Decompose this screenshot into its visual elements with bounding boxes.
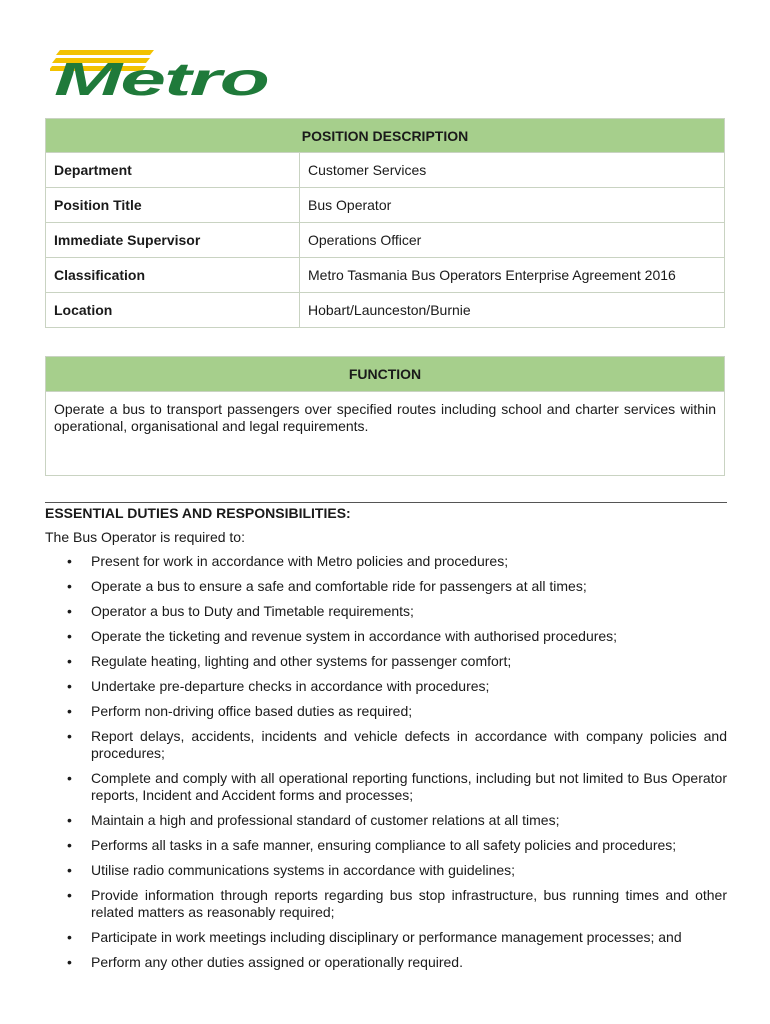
duty-list-item — [45, 628, 727, 645]
row-value: Operations Officer — [300, 223, 725, 258]
row-label: Department — [46, 153, 300, 188]
duty-list-item — [45, 837, 727, 854]
bullet-icon: • — [67, 929, 72, 945]
row-value: Bus Operator — [300, 188, 725, 223]
duty-list-item — [45, 553, 727, 570]
duty-list-item — [45, 954, 727, 971]
duty-text: Maintain a high and professional standard of customer relations at all times; — [91, 812, 560, 828]
duties-intro: The Bus Operator is required to: — [45, 529, 245, 545]
svg-text:Metro: Metro — [54, 53, 268, 100]
table-header-row — [46, 119, 725, 153]
duty-list-item — [45, 728, 727, 762]
table-row-immediate-supervisor — [46, 223, 725, 258]
duty-text: Complete and comply with all operational reporting functions, including but not limited to Bus Operator reports, Incident and Accident forms and processes; — [91, 770, 727, 803]
duty-list-item — [45, 929, 727, 946]
duties-heading: ESSENTIAL DUTIES AND RESPONSIBILITIES: — [45, 505, 351, 521]
duty-text: Operator a bus to Duty and Timetable requirements; — [91, 603, 414, 619]
bullet-icon: • — [67, 837, 72, 853]
duty-text: Present for work in accordance with Metro policies and procedures; — [91, 553, 509, 569]
row-label: Immediate Supervisor — [46, 223, 300, 258]
duty-text: Provide information through reports regarding bus stop infrastructure, bus running times and other related matters as reasonably required; — [91, 887, 727, 920]
duty-list-item — [45, 578, 727, 595]
bullet-icon: • — [67, 653, 72, 669]
row-label: Classification — [46, 258, 300, 293]
duty-text: Perform non-driving office based duties as required; — [91, 703, 413, 719]
duties-list — [45, 553, 727, 979]
duty-list-item — [45, 862, 727, 879]
bullet-icon: • — [67, 603, 72, 619]
bullet-icon: • — [67, 553, 72, 569]
bullet-icon: • — [67, 812, 72, 828]
bullet-icon: • — [67, 678, 72, 694]
duty-list-item — [45, 603, 727, 620]
duty-list-item — [45, 703, 727, 720]
duty-text: Participate in work meetings including disciplinary or performance management processes; and — [91, 929, 682, 945]
position-description-table — [45, 118, 725, 328]
bullet-icon: • — [67, 703, 72, 719]
position-description-header: POSITION DESCRIPTION — [46, 119, 725, 153]
metro-logo — [50, 44, 272, 100]
duty-list-item — [45, 678, 727, 695]
duty-list-item — [45, 770, 727, 804]
row-label: Location — [46, 293, 300, 328]
bullet-icon: • — [67, 728, 72, 744]
duty-text: Report delays, accidents, incidents and vehicle defects in accordance with company policies and procedures; — [91, 728, 727, 761]
bullet-icon: • — [67, 578, 72, 594]
row-label: Position Title — [46, 188, 300, 223]
bullet-icon: • — [67, 887, 72, 903]
duty-text: Regulate heating, lighting and other systems for passenger comfort; — [91, 653, 512, 669]
table-row-classification — [46, 258, 725, 293]
duty-text: Operate a bus to ensure a safe and comfortable ride for passengers at all times; — [91, 578, 587, 594]
row-value: Customer Services — [300, 153, 725, 188]
duty-text: Performs all tasks in a safe manner, ensuring compliance to all safety policies and procedures; — [91, 837, 677, 853]
bullet-icon: • — [67, 770, 72, 786]
duty-list-item — [45, 653, 727, 670]
duty-list-item — [45, 887, 727, 921]
function-box — [45, 356, 725, 476]
row-value: Hobart/Launceston/Burnie — [300, 293, 725, 328]
duty-text: Perform any other duties assigned or operationally required. — [91, 954, 463, 970]
duty-text: Undertake pre-departure checks in accordance with procedures; — [91, 678, 490, 694]
bullet-icon: • — [67, 862, 72, 878]
metro-logo-graphic — [50, 44, 272, 100]
function-header: FUNCTION — [46, 357, 724, 392]
section-divider — [45, 502, 727, 503]
table-row-department — [46, 153, 725, 188]
bullet-icon: • — [67, 954, 72, 970]
table-row-position-title — [46, 188, 725, 223]
duty-text: Utilise radio communications systems in accordance with guidelines; — [91, 862, 516, 878]
duty-text: Operate the ticketing and revenue system in accordance with authorised procedures; — [91, 628, 618, 644]
function-text: Operate a bus to transport passengers over specified routes including school and charter services within operational, organisational and legal requirements. — [54, 401, 716, 434]
row-value: Metro Tasmania Bus Operators Enterprise Agreement 2016 — [300, 258, 725, 293]
bullet-icon: • — [67, 628, 72, 644]
table-row-location — [46, 293, 725, 328]
duty-list-item — [45, 812, 727, 829]
